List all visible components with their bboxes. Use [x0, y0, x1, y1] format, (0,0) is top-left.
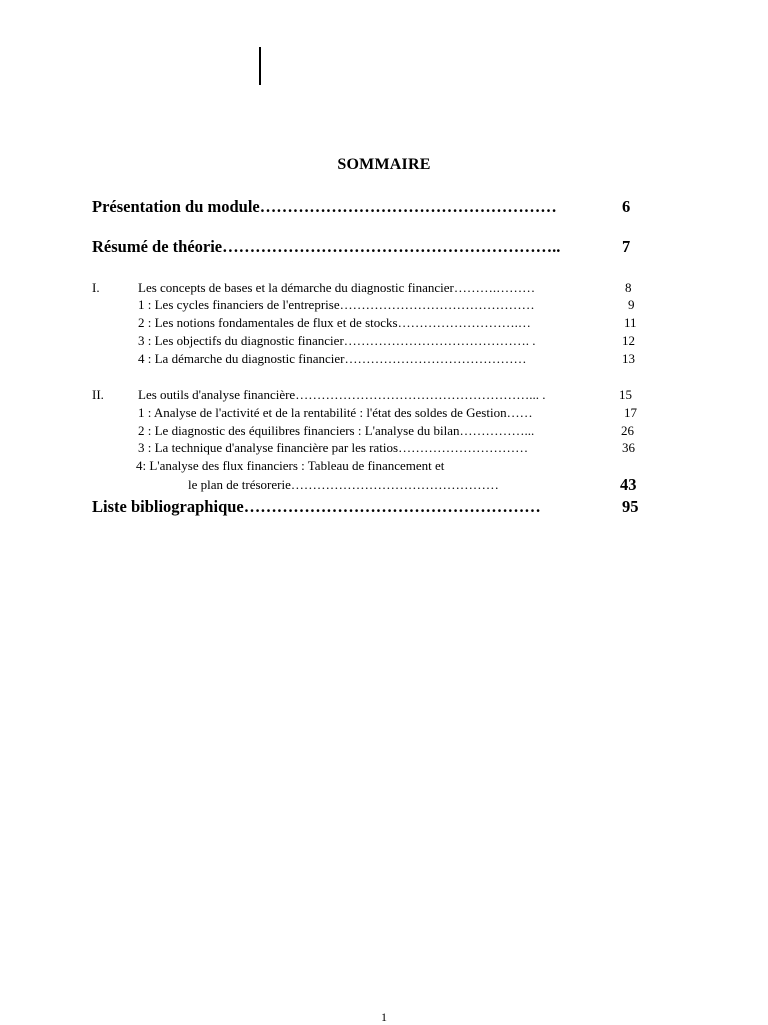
- toc-page-resume: 7: [622, 237, 631, 256]
- toc-page-bibliography: 95: [622, 497, 639, 516]
- toc-page-1-4: 13: [622, 351, 635, 366]
- toc-page-1-1: 9: [628, 297, 635, 312]
- toc-page-1-2: 11: [624, 315, 637, 330]
- toc-entry-2-4: 4: L'analyse des flux financiers : Tableau de financement et: [136, 458, 445, 473]
- toc-entry-section-1: Les concepts de bases et la démarche du diagnostic financier……….………: [138, 280, 536, 295]
- toc-entry-2-1: 1 : Analyse de l'activité et de la rentabilité : l'état des soldes de Gestion……: [138, 405, 533, 420]
- toc-entry-1-2: 2 : Les notions fondamentales de flux et de stocks……………………….…: [138, 315, 531, 330]
- text-cursor: [259, 47, 261, 85]
- toc-entry-resume: Résumé de théorie……………………………………………………..: [92, 237, 561, 256]
- toc-page-section-1: 8: [625, 280, 632, 295]
- toc-page-2-3: 36: [622, 440, 635, 455]
- toc-entry-2-2: 2 : Le diagnostic des équilibres financiers : L'analyse du bilan……………...: [138, 423, 535, 438]
- toc-marker-section-1: I.: [92, 280, 100, 295]
- toc-entry-section-2: Les outils d'analyse financière………………………………………………... .: [138, 387, 546, 402]
- toc-entry-bibliography: Liste bibliographique………………………………………………: [92, 497, 541, 516]
- toc-entry-1-3: 3 : Les objectifs du diagnostic financier……………………………………. .: [138, 333, 536, 348]
- toc-page-1-3: 12: [622, 333, 635, 348]
- toc-page-2-4: 43: [620, 475, 637, 494]
- toc-entry-1-1: 1 : Les cycles financiers de l'entreprise………………………………………: [138, 297, 535, 312]
- toc-page-2-2: 26: [621, 423, 634, 438]
- toc-page-presentation: 6: [622, 197, 631, 216]
- page-title: SOMMAIRE: [337, 156, 431, 173]
- toc-entry-2-4-cont: le plan de trésorerie…………………………………………: [188, 477, 499, 492]
- toc-entry-2-3: 3 : La technique d'analyse financière par les ratios…………………………: [138, 440, 529, 455]
- toc-marker-section-2: II.: [92, 387, 104, 402]
- toc-page-section-2: 15: [619, 387, 632, 402]
- toc-entry-1-4: 4 : La démarche du diagnostic financier……………………………………: [138, 351, 527, 366]
- toc-entry-presentation: Présentation du module………………………………………………: [92, 197, 557, 216]
- page-number: 1: [381, 1010, 387, 1024]
- toc-page-2-1: 17: [624, 405, 637, 420]
